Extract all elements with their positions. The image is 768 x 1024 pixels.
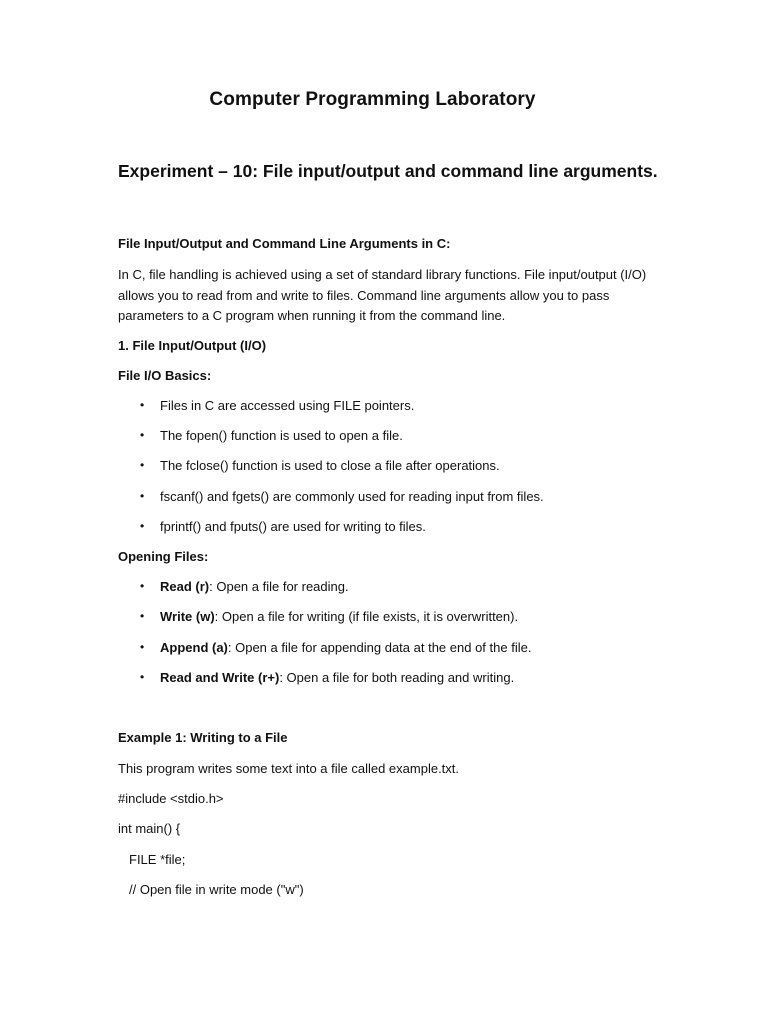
document-title: Computer Programming Laboratory (209, 89, 536, 110)
bullet-icon: • (140, 609, 145, 624)
bullet-icon: • (140, 639, 145, 654)
bullet-icon: • (140, 670, 145, 685)
bullet-icon: • (140, 488, 145, 503)
opening-modes-list (118, 578, 658, 686)
mode-description: : Open a file for reading. (209, 579, 349, 595)
mode-term: Write (w) (160, 609, 215, 625)
mode-term: Read and Write (r+) (160, 670, 280, 686)
code-line: int main() { (118, 821, 181, 837)
bullet-icon: • (140, 427, 145, 442)
example-1-heading: Example 1: Writing to a File (118, 730, 288, 746)
basics-heading: File I/O Basics: (118, 367, 212, 383)
document-body (118, 157, 658, 912)
list-item-text: Files in C are accessed using FILE pointers. (160, 397, 415, 413)
intro-heading: File Input/Output and Command Line Arguments in C: (118, 236, 451, 251)
list-item-text: The fclose() function is used to close a file after operations. (160, 458, 500, 474)
list-item (118, 518, 658, 535)
mode-term: Read (r) (160, 579, 210, 595)
code-block (118, 790, 658, 899)
list-item (118, 397, 658, 414)
list-item (118, 427, 658, 444)
intro-paragraph: In C, file handling is achieved using a set of standard library functions. File input/output (I/O) allows you to read from and write to files. Command line arguments allow you to pass parameters to a C program when running it from the command line. (118, 267, 647, 323)
bullet-icon: • (140, 397, 145, 412)
example-1-description: This program writes some text into a file called example.txt. (118, 761, 460, 777)
list-item (118, 488, 658, 505)
code-line: #include <stdio.h> (118, 790, 224, 806)
list-item-text: fscanf() and fgets() are commonly used for reading input from files. (160, 488, 544, 504)
list-item (118, 608, 658, 625)
code-line: FILE *file; (129, 851, 186, 867)
section-1-heading: 1. File Input/Output (I/O) (118, 337, 267, 353)
basics-list (118, 397, 658, 536)
bullet-icon: • (140, 519, 145, 534)
list-item (118, 578, 658, 595)
bullet-icon: • (140, 579, 145, 594)
opening-heading: Opening Files: (118, 549, 209, 565)
list-item (118, 639, 658, 656)
code-line: // Open file in write mode ("w") (129, 882, 304, 898)
bullet-icon: • (140, 458, 145, 473)
mode-description: : Open a file for appending data at the end of the file. (227, 639, 532, 655)
list-item-text: The fopen() function is used to open a file. (160, 427, 403, 443)
list-item-text: fprintf() and fputs() are used for writing to files. (160, 519, 426, 535)
experiment-title: Experiment – 10: File input/output and command line arguments. (118, 161, 658, 181)
mode-description: : Open a file for writing (if file exists, it is overwritten). (214, 609, 519, 625)
list-item (118, 457, 658, 474)
mode-description: : Open a file for both reading and writing. (279, 670, 515, 686)
list-item (118, 669, 658, 686)
mode-term: Append (a) (160, 639, 228, 655)
